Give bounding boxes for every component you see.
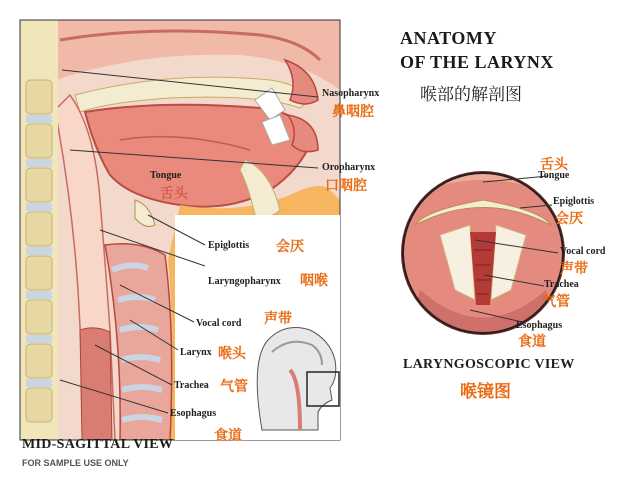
label-esophagus-zh: 食道 — [214, 427, 242, 443]
laryngoscopic-view-caption-zh: 喉镜图 — [460, 382, 511, 401]
label-nasopharynx-zh: 鼻咽腔 — [332, 103, 374, 119]
right-label-vocal-cord: Vocal cord — [560, 246, 606, 257]
sample-notice: FOR SAMPLE USE ONLY — [22, 458, 129, 468]
label-tongue-zh: 舌头 — [160, 185, 188, 201]
esophagus-shape — [80, 328, 112, 440]
label-larynx-zh: 喉头 — [218, 345, 246, 361]
label-laryngopharynx: Laryngopharynx — [208, 276, 281, 287]
right-label-vocal-cord-zh: 声带 — [560, 260, 588, 276]
label-oropharynx: Oropharynx — [322, 162, 376, 173]
right-label-trachea: Trachea — [544, 279, 579, 290]
title-line2: OF THE LARYNX — [400, 52, 554, 72]
right-label-epiglottis: Epiglottis — [553, 196, 595, 207]
label-trachea-zh: 气管 — [220, 378, 248, 394]
right-label-esophagus: Esophagus — [516, 320, 563, 331]
laryngoscopic-view-caption: LARYNGOSCOPIC VIEW — [403, 357, 575, 372]
label-oropharynx-zh: 口咽腔 — [325, 177, 367, 193]
right-label-trachea-zh: 气管 — [542, 293, 570, 309]
label-nasopharynx: Nasopharynx — [322, 88, 380, 99]
right-label-tongue: Tongue — [538, 170, 570, 181]
subtitle-zh: 喉部的解剖图 — [420, 85, 522, 104]
title-line1: ANATOMY — [400, 28, 497, 48]
label-epiglottis-zh: 会厌 — [276, 238, 304, 254]
label-laryngopharynx-zh: 咽喉 — [300, 272, 328, 288]
right-label-epiglottis-zh: 会厌 — [555, 210, 583, 226]
right-label-esophagus-zh: 食道 — [518, 333, 546, 349]
label-larynx: Larynx — [180, 347, 212, 358]
label-esophagus: Esophagus — [170, 408, 217, 419]
label-epiglottis: Epiglottis — [208, 240, 250, 251]
label-tongue: Tongue — [150, 170, 182, 181]
label-trachea: Trachea — [174, 380, 209, 391]
right-label-tongue-zh: 舌头 — [540, 156, 568, 172]
label-vocal-cord: Vocal cord — [196, 318, 242, 329]
label-vocal-cord-zh: 声带 — [264, 310, 292, 326]
mid-sagittal-view-caption: MID-SAGITTAL VIEW — [22, 437, 174, 452]
